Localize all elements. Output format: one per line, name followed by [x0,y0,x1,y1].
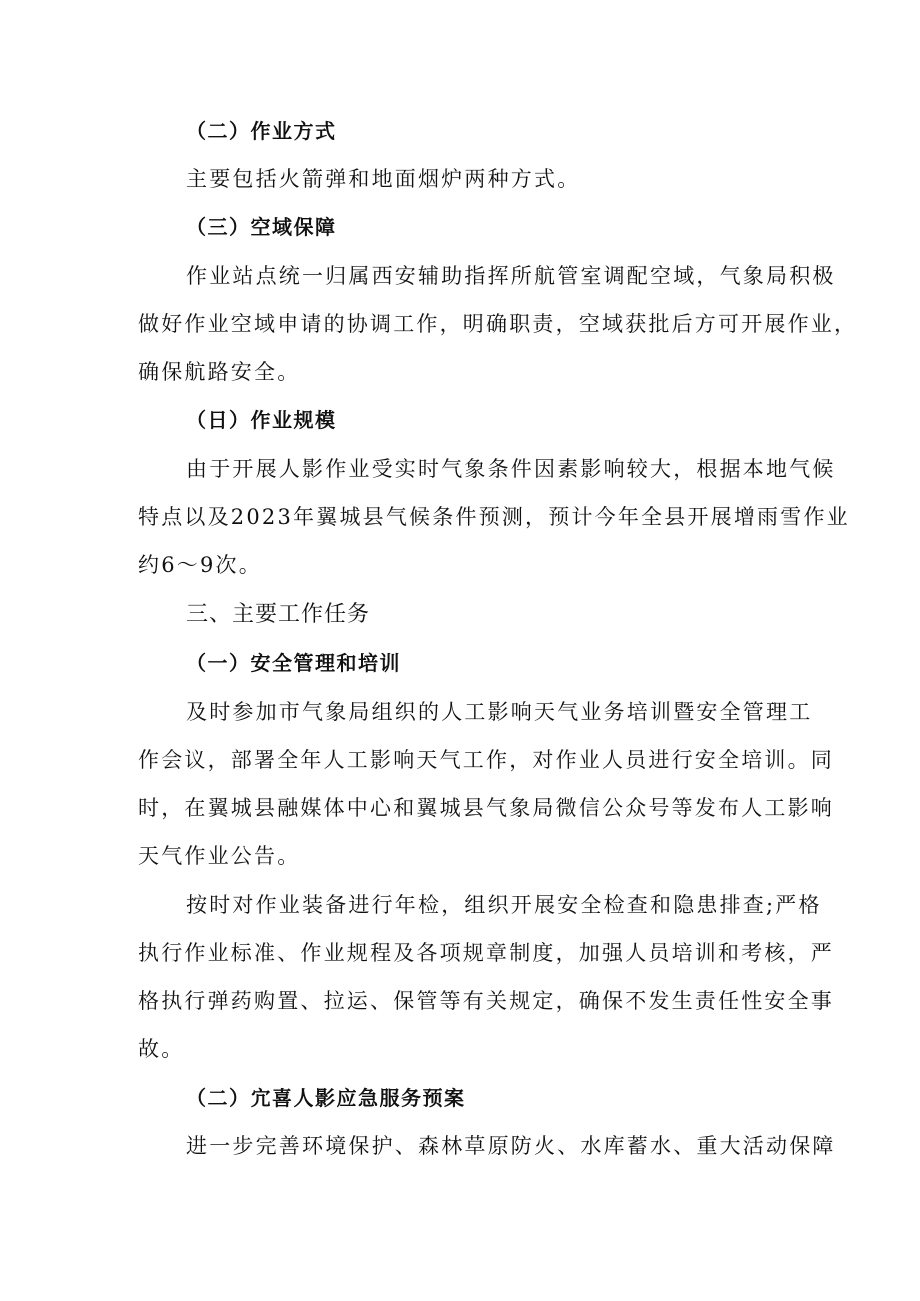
heading-operation-scale: （日）作业规模 [186,408,337,432]
paragraph-safety-2-line-1: 按时对作业装备进行年检，组织开展安全检查和隐患排查;严格 [186,893,822,917]
paragraph-safety-1-line-2: 作会议，部署全年人工影响天气工作，对作业人员进行安全培训。同 [138,748,834,772]
paragraph-scale-line-3: 约6～9次。 [138,553,262,577]
heading-operation-method: （二）作业方式 [186,119,337,143]
paragraph-airspace-line-3: 确保航路安全。 [138,360,301,384]
paragraph-scale-line-1: 由于开展人影作业受实时气象条件因素影响较大，根据本地气候 [186,457,836,481]
heading-emergency-plan: （二）宂喜人影应急服务预案 [186,1086,466,1110]
paragraph-safety-2-line-2: 执行作业标准、作业规程及各项规章制度，加强人员培训和考核，严 [138,941,834,965]
paragraph-safety-1-line-1: 及时参加市气象局组织的人工影响天气业务培训暨安全管理工 [186,700,813,724]
paragraph-emergency-line-1: 进一步完善环境保护、森林草原防火、水库蓄水、重大活动保障 [186,1134,836,1158]
heading-airspace: （三）空域保障 [186,215,337,239]
paragraph-safety-1-line-3: 时，在翼城县融媒体中心和翼城县气象局微信公众号等发布人工影响 [138,796,834,820]
paragraph-safety-1-line-4: 天气作业公告。 [138,844,301,868]
heading-safety-training: （一）安全管理和培训 [186,651,401,675]
paragraph-operation-method: 主要包括火箭弹和地面烟炉两种方式。 [186,167,581,191]
paragraph-airspace-line-2: 做好作业空域申请的协调工作，明确职责，空域获批后方可开展作业， [138,312,858,336]
paragraph-airspace-line-1: 作业站点统一归属西安辅助指挥所航管室调配空域，气象局积极 [186,264,836,288]
paragraph-safety-2-line-4: 故。 [138,1037,185,1061]
paragraph-safety-2-line-3: 格执行弹药购置、拉运、保管等有关规定，确保不发生责任性安全事 [138,989,834,1013]
paragraph-scale-line-2: 特点以及2023年翼城县气候条件预测，预计今年全县开展增雨雪作业 [138,505,850,529]
section-title-main-tasks: 三、主要工作任务 [186,602,371,627]
